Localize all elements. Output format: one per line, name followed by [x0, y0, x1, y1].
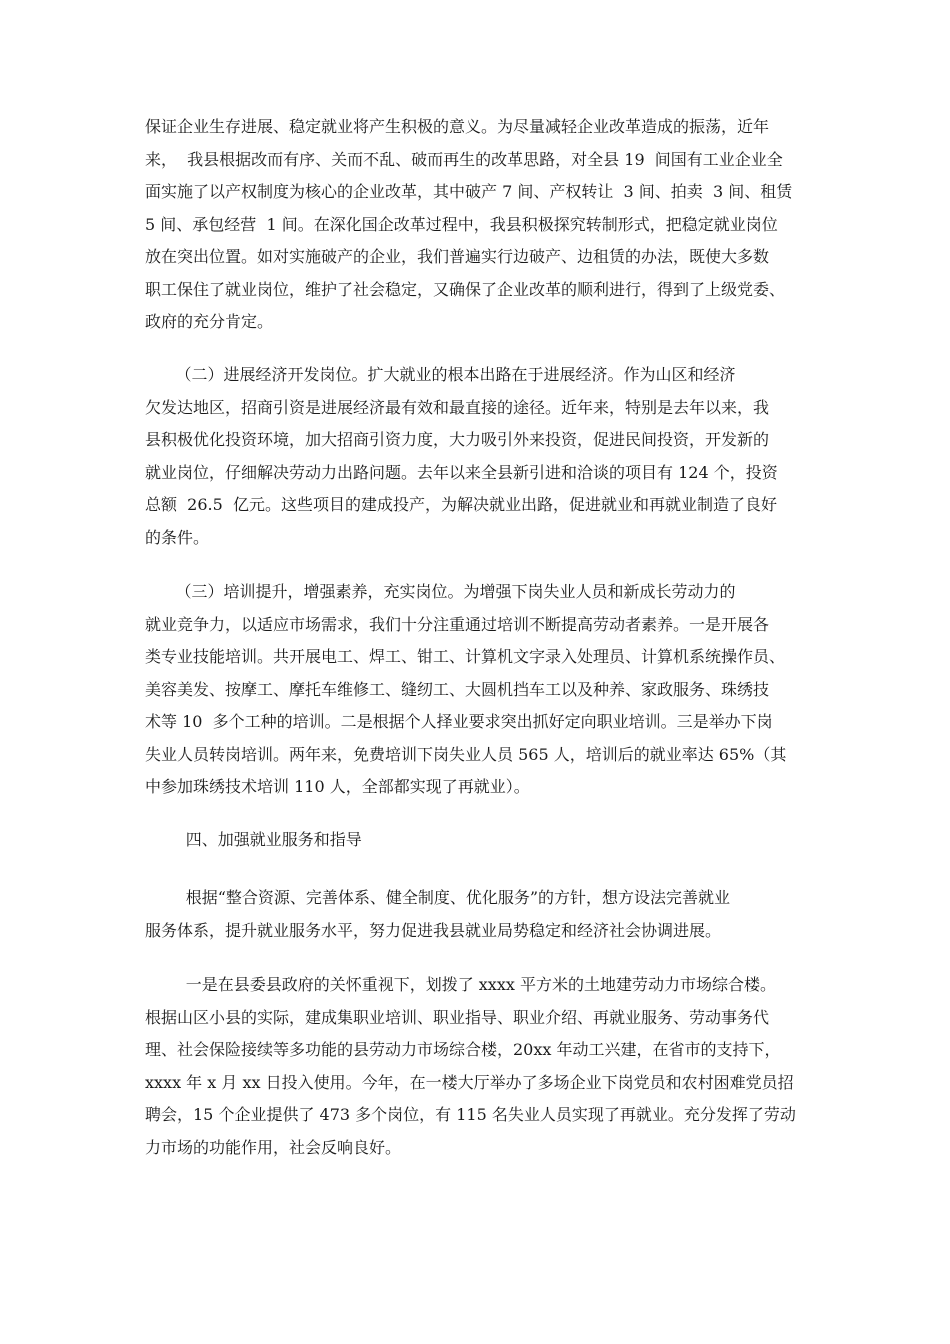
text-line: 美容美发、按摩工、摩托车维修工、缝纫工、大圆机挡车工以及种养、家政服务、珠绣技: [145, 679, 770, 699]
text-line: 术等 10 多个工种的培训。二是根据个人择业要求突出抓好定向职业培训。三是举办下岗: [145, 712, 773, 731]
text-line: 服务体系，提升就业服务水平，努力促进我县就业局势稳定和经济社会协调进展。: [145, 920, 722, 940]
text-line: xxxx 年 x 月 xx 日投入使用。今年，在一楼大厅举办了多场企业下岗党员和农村困难党员招: [145, 1072, 794, 1092]
text-line: 总额 26.5 亿元。这些项目的建成投产，为解决就业出路，促进就业和再就业制造了良好: [145, 495, 777, 514]
text-line: 聘会，15 个企业提供了 473 多个岗位，有 115 名失业人员实现了再就业。充分发挥了劳动: [145, 1105, 796, 1124]
text-line: 放在突出位置。如对实施破产的企业，我们普遍实行边破产、边租赁的办法，既使大多数: [145, 247, 770, 266]
paragraph-service-policy: [145, 882, 815, 947]
text-line: 面实施了以产权制度为核心的企业改革，其中破产 7 间、产权转让 3 间、拍卖 3 间、租赁: [145, 182, 793, 201]
heading-line: 四、加强就业服务和指导: [145, 830, 362, 849]
text-line: 根据山区小县的实际，建成集职业培训、职业指导、职业介绍、再就业服务、劳动事务代: [145, 1007, 770, 1027]
text-line: 根据“整合资源、完善体系、健全制度、优化服务”的方针，想方设法完善就业: [145, 888, 731, 907]
text-line: 县积极优化投资环境，加大招商引资力度，大力吸引外来投资，促进民间投资，开发新的: [145, 430, 770, 449]
text-line: 保证企业生存进展、稳定就业将产生积极的意义。为尽量减轻企业改革造成的振荡，近年: [145, 117, 770, 136]
section-heading: [145, 824, 815, 857]
paragraph-training: [145, 576, 815, 804]
text-line: 政府的充分肯定。: [145, 312, 274, 331]
text-line: 失业人员转岗培训。两年来，免费培训下岗失业人员 565 人，培训后的就业率达 65%（其: [145, 744, 787, 764]
text-line: 理、社会保险接续等多功能的县劳动力市场综合楼，20xx 年动工兴建，在省市的支持下，: [145, 1040, 781, 1059]
text-line: 类专业技能培训。共开展电工、焊工、钳工、计算机文字录入处理员、计算机系统操作员、: [145, 647, 786, 666]
text-line: 职工保住了就业岗位，维护了社会稳定，又确保了企业改革的顺利进行，得到了上级党委、: [145, 279, 786, 299]
text-line: 来， 我县根据改而有序、关而不乱、破而再生的改革思路，对全县 19 间国有工业企业全: [145, 149, 783, 169]
text-line: 就业岗位，仔细解决劳动力出路问题。去年以来全县新引进和洽谈的项目有 124 个，投资: [145, 462, 778, 482]
text-line: 5 间、承包经营 1 间。在深化国企改革过程中，我县积极探究转制形式，把稳定就业岗位: [145, 214, 778, 234]
text-line: 中参加珠绣技术培训 110 人，全部都实现了再就业）。: [145, 777, 530, 796]
paragraph-enterprise-reform: [145, 111, 815, 339]
text-line: （二）进展经济开发岗位。扩大就业的根本出路在于进展经济。作为山区和经济: [145, 365, 736, 384]
text-line: 的条件。: [145, 527, 210, 547]
text-line: 欠发达地区，招商引资是进展经济最有效和最直接的途径。近年来，特别是去年以来，我: [145, 397, 770, 417]
paragraph-economic-development: [145, 359, 815, 554]
paragraph-labor-market: [145, 969, 815, 1164]
text-line: 就业竞争力，以适应市场需求，我们十分注重通过培训不断提高劳动者素养。一是开展各: [145, 614, 770, 634]
text-line: （三）培训提升，增强素养，充实岗位。为增强下岗失业人员和新成长劳动力的: [145, 582, 736, 601]
text-line: 一是在县委县政府的关怀重视下，划拨了 xxxx 平方米的土地建劳动力市场综合楼。: [145, 975, 776, 994]
text-line: 力市场的功能作用，社会反响良好。: [145, 1137, 402, 1157]
